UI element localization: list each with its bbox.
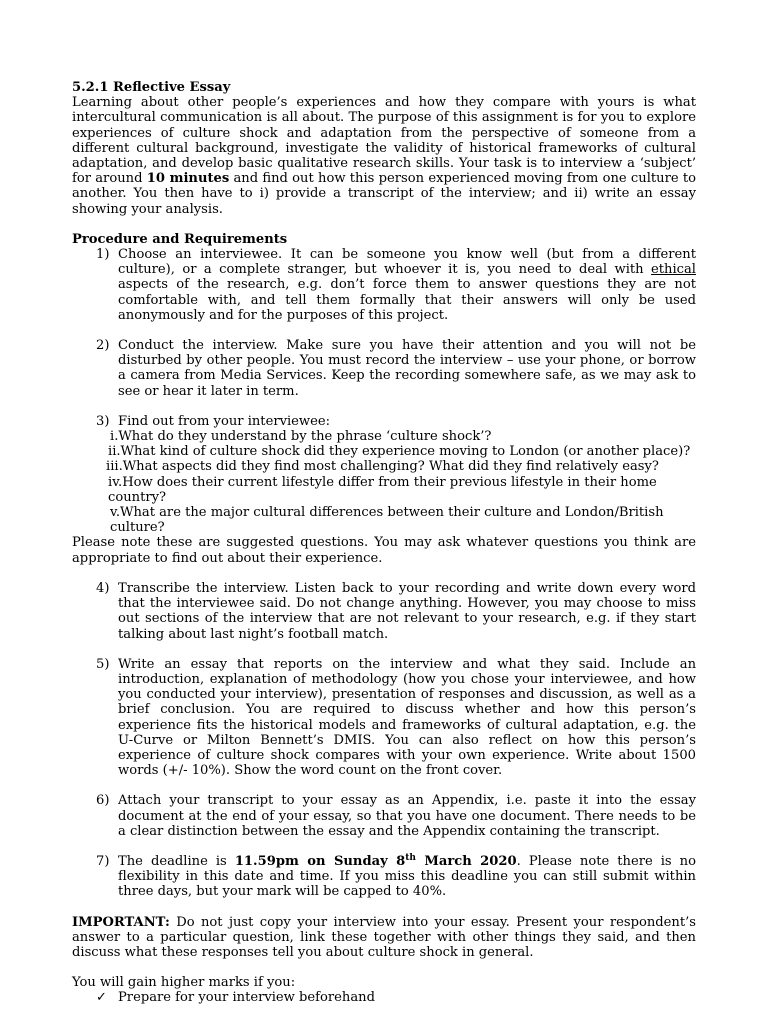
deadline-date: March 2020 bbox=[415, 853, 517, 869]
question-item: iii.What aspects did they find most challenging? What did they find relatively easy? bbox=[106, 459, 659, 475]
step-number: 6) bbox=[96, 793, 110, 809]
ordinal-suffix: th bbox=[405, 852, 416, 863]
step-number: 2) bbox=[96, 338, 110, 354]
step-2 bbox=[72, 338, 696, 399]
question-item: iv.How does their current lifestyle differ from their previous lifestyle in their home country? bbox=[108, 474, 657, 505]
step-text: Write an essay that reports on the interview and what they said. Include an introduction, explanation of methodology (how you chose your interviewee, and how you conducted your interview), presentation of responses and discussion, as well as a brief conclusion. You are required to discuss whether and how this person’s experience fits the historical models and frameworks of cultural adaptation, e.g. the U-Curve or Milton Bennett’s DMIS. You can also reflect on how this person’s experience of culture shock compares with your own experience. Write about 1500 words (+/- 10%). Show the word count on the front cover. bbox=[118, 656, 696, 779]
step-text: Choose an interviewee. It can be someone you know well (but from a different culture), or a complete stranger, but whoever it is, you need to deal with bbox=[118, 247, 696, 278]
step-number: 5) bbox=[96, 656, 110, 672]
questions-note: Please note these are suggested questions. You may ask whatever questions you think are appropriate to find out about their experience. bbox=[72, 535, 696, 566]
intro-text-start: Learning about other people’s experiences and how they compare with yours is what intercultural communication is all about. The purpose of this assignment is for you to explore experiences of culture shock and adaptation from the perspective of someone from a different cultural background, investigate the validity of historical frameworks of cultural adaptation, and develop basic qualitative research skills. Your task is to interview a ‘subject’ for around bbox=[72, 95, 696, 187]
important-paragraph bbox=[72, 915, 696, 961]
important-text: Do not just copy your interview into your essay. Present your respondent’s answer to a particular question, link these together with other things they said, and then discuss what these responses tell you about culture shock in general. bbox=[72, 914, 696, 960]
step-text-end: aspects of the research, e.g. don’t force them to answer questions they are not comfortable with, and tell them formally that their answers will only be used anonymously and for the purposes of this project. bbox=[118, 277, 696, 323]
higher-marks-lead: You will gain higher marks if you: bbox=[72, 975, 296, 991]
question-item: ii.What kind of culture shock did they experience moving to London (or another place)? bbox=[108, 444, 691, 460]
intro-duration: 10 minutes bbox=[146, 171, 230, 187]
checklist-item bbox=[72, 990, 696, 1005]
deadline-time: 11.59pm on Sunday 8 bbox=[234, 853, 406, 869]
question-list bbox=[106, 429, 696, 536]
step-text: Transcribe the interview. Listen back to your recording and write down every word that the interviewee said. Do not change anything. However, you may choose to miss out sections of the interview that are not relevant to your research, e.g. if they start talking about last night’s football match. bbox=[118, 580, 696, 642]
step-number: 3) bbox=[96, 413, 110, 429]
ethical-underlined: ethical bbox=[651, 262, 696, 278]
step-6 bbox=[72, 793, 696, 839]
step-text-end: . Please note there is no flexibility in this date and time. If you miss this deadline you can still submit within three days, but your mark will be capped to 40%. bbox=[118, 853, 696, 900]
procedure-list bbox=[72, 247, 696, 900]
document-page bbox=[72, 80, 696, 1006]
step-text: Conduct the interview. Make sure you have their attention and you will not be disturbed by other people. You must record the interview – use your phone, or borrow a camera from Media Services. Keep the recording somewhere safe, as we may ask to see or hear it later in term. bbox=[118, 338, 696, 399]
step-5 bbox=[72, 657, 696, 779]
deadline bbox=[235, 854, 517, 869]
higher-marks-list bbox=[72, 990, 696, 1005]
intro-paragraph bbox=[72, 95, 696, 217]
step-4 bbox=[72, 581, 696, 642]
important-label: IMPORTANT: bbox=[72, 914, 170, 930]
step-number: 7) bbox=[96, 853, 110, 869]
checkmark-icon: ✓ bbox=[96, 990, 107, 1006]
step-number: 4) bbox=[96, 580, 110, 596]
section-title: 5.2.1 Reflective Essay bbox=[72, 80, 231, 95]
question-item: v.What are the major cultural differences between their culture and London/British culture? bbox=[110, 505, 664, 536]
intro-text-end: and find out how this person experienced moving from one culture to another. You then have to i) provide a transcript of the interview; and ii) write an essay showing your analysis. bbox=[72, 171, 696, 217]
checklist-text: Prepare for your interview beforehand bbox=[118, 990, 375, 1006]
step-3 bbox=[72, 414, 696, 566]
question-item: i.What do they understand by the phrase ‘culture shock’? bbox=[110, 429, 492, 445]
step-1 bbox=[72, 247, 696, 323]
step-number: 1) bbox=[96, 247, 110, 263]
step-7 bbox=[72, 854, 696, 900]
step-text: Find out from your interviewee: bbox=[118, 413, 331, 429]
step-text: The deadline is bbox=[118, 853, 235, 869]
procedure-heading: Procedure and Requirements bbox=[72, 231, 288, 247]
step-text: Attach your transcript to your essay as an Appendix, i.e. paste it into the essay document at the end of your essay, so that you have one document. There needs to be a clear distinction between the essay and the Appendix containing the transcript. bbox=[118, 793, 696, 839]
